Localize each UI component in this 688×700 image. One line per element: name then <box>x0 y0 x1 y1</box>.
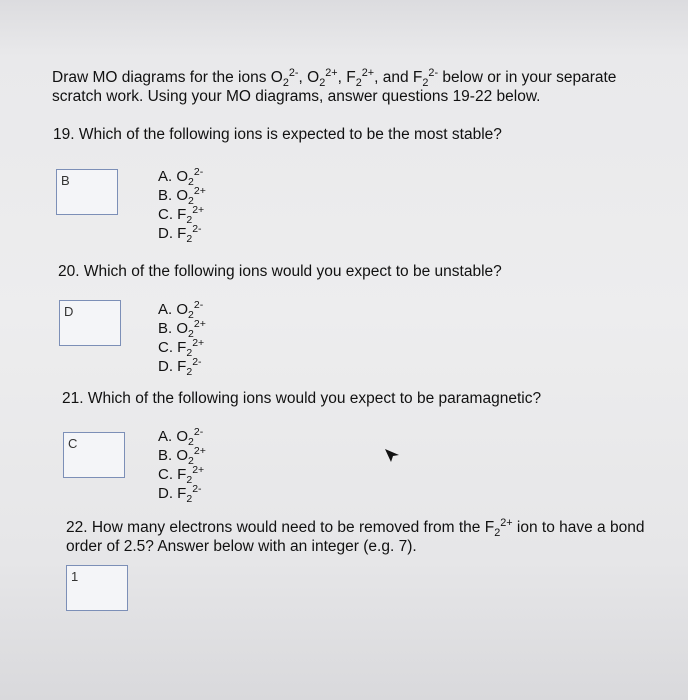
options-20 <box>158 300 206 376</box>
question-22: 22. How many electrons would need to be removed from the $F_2^{2+}$ ion to have a bond order of 2.5? Answer below with an integer (e.g. 7). <box>66 516 645 555</box>
answer-21-value: C <box>68 436 78 451</box>
question-21: 21. Which of the following ions would you expect to be paramagnetic? <box>62 390 542 407</box>
option-b: B. $O_2^{2+}$ <box>158 445 206 467</box>
options-21 <box>158 427 206 503</box>
question-20: 20. Which of the following ions would you expect to be unstable? <box>58 263 502 280</box>
option-b: B. $O_2^{2+}$ <box>158 185 206 207</box>
option-b: B. $O_2^{2+}$ <box>158 318 206 340</box>
option-c: C. $F_2^{2+}$ <box>158 464 205 486</box>
option-a: A. $O_2^{2-}$ <box>158 299 204 321</box>
option-c: C. $F_2^{2+}$ <box>158 337 205 359</box>
option-d: D. $F_2^{2-}$ <box>158 223 202 245</box>
option-a: A. $O_2^{2-}$ <box>158 166 204 188</box>
answer-20-value: D <box>64 304 74 319</box>
options-19 <box>158 167 206 243</box>
answer-22-value: 1 <box>71 569 79 584</box>
instructions-text: Draw MO diagrams for the ions $O_2^{2-}$, $O_2^{2+}$, $F_2^{2+}$, and $F_2^{2-}$ below or in your separate scratch work. Using your MO diagrams, answer questions 19-22 below. <box>52 66 617 105</box>
answer-box-19[interactable] <box>56 169 118 215</box>
answer-box-21[interactable] <box>63 432 125 478</box>
answer-box-22[interactable] <box>66 565 128 611</box>
question-19: 19. Which of the following ions is expected to be the most stable? <box>53 126 502 143</box>
answer-19-value: B <box>61 173 70 188</box>
option-d: D. $F_2^{2-}$ <box>158 356 202 378</box>
option-d: D. $F_2^{2-}$ <box>158 483 202 505</box>
option-c: C. $F_2^{2+}$ <box>158 204 205 226</box>
answer-box-20[interactable] <box>59 300 121 346</box>
mouse-cursor-icon <box>383 446 401 464</box>
option-a: A. $O_2^{2-}$ <box>158 426 204 448</box>
